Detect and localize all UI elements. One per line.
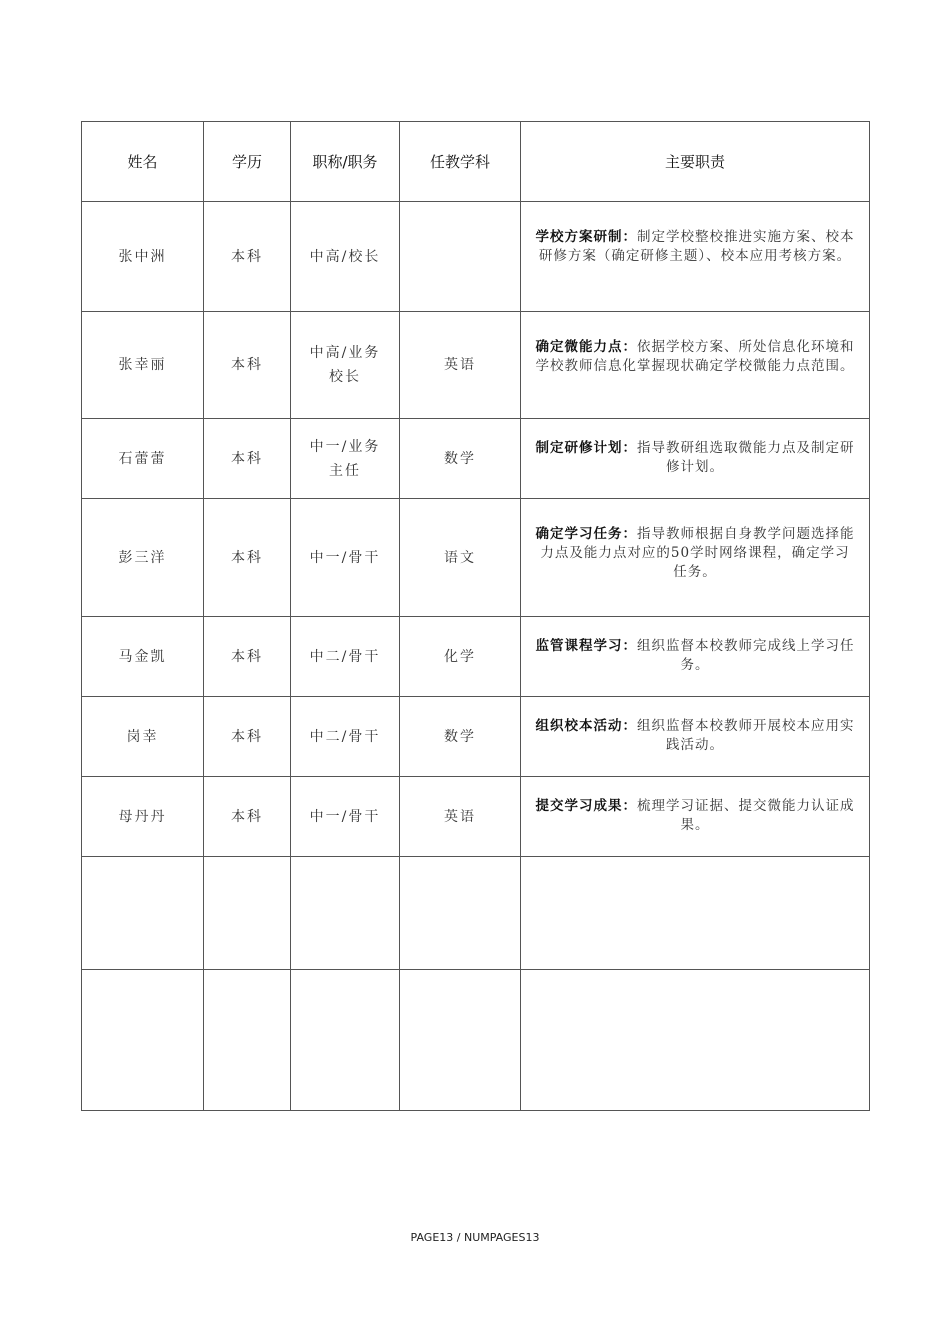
cell-duty bbox=[521, 857, 870, 970]
cell-subject: 英语 bbox=[400, 312, 521, 419]
cell-title: 中二/骨干 bbox=[291, 697, 400, 777]
cell-name: 母丹丹 bbox=[82, 777, 204, 857]
cell-title: 中一/业务主任 bbox=[291, 419, 400, 499]
duty-text: 指导教师根据自身教学问题选择能力点及能力点对应的50学时网络课程，确定学习任务。 bbox=[540, 526, 855, 580]
cell-name: 彭三洋 bbox=[82, 499, 204, 617]
table-row bbox=[82, 970, 870, 1111]
cell-name: 岗幸 bbox=[82, 697, 204, 777]
table-row bbox=[82, 697, 870, 777]
cell-title: 中二/骨干 bbox=[291, 617, 400, 697]
cell-duty bbox=[521, 499, 870, 617]
duty-text: 组织监督本校教师开展校本应用实践活动。 bbox=[637, 718, 855, 753]
staff-table bbox=[81, 121, 870, 1111]
cell-subject: 语文 bbox=[400, 499, 521, 617]
cell-title: 中一/骨干 bbox=[291, 499, 400, 617]
cell-education bbox=[204, 857, 291, 970]
cell-education: 本科 bbox=[204, 312, 291, 419]
cell-name bbox=[82, 970, 204, 1111]
cell-duty bbox=[521, 777, 870, 857]
cell-duty bbox=[521, 697, 870, 777]
cell-education: 本科 bbox=[204, 202, 291, 312]
cell-education: 本科 bbox=[204, 777, 291, 857]
table-row bbox=[82, 857, 870, 970]
header-education: 学历 bbox=[204, 122, 291, 202]
table-row bbox=[82, 419, 870, 499]
table-row bbox=[82, 777, 870, 857]
cell-subject bbox=[400, 202, 521, 312]
table-row bbox=[82, 617, 870, 697]
cell-duty bbox=[521, 202, 870, 312]
duty-text: 制定学校整校推进实施方案、校本研修方案（确定研修主题）、校本应用考核方案。 bbox=[538, 229, 855, 264]
cell-name: 石蕾蕾 bbox=[82, 419, 204, 499]
cell-education: 本科 bbox=[204, 419, 291, 499]
cell-education: 本科 bbox=[204, 697, 291, 777]
cell-subject: 数学 bbox=[400, 697, 521, 777]
cell-subject bbox=[400, 857, 521, 970]
header-duty: 主要职责 bbox=[521, 122, 870, 202]
cell-title bbox=[291, 970, 400, 1111]
cell-duty bbox=[521, 970, 870, 1111]
duty-heading: 确定微能力点： bbox=[535, 339, 637, 355]
cell-duty bbox=[521, 312, 870, 419]
cell-title bbox=[291, 857, 400, 970]
cell-education: 本科 bbox=[204, 617, 291, 697]
cell-name: 张中洲 bbox=[82, 202, 204, 312]
cell-name bbox=[82, 857, 204, 970]
cell-title: 中一/骨干 bbox=[291, 777, 400, 857]
cell-subject: 化学 bbox=[400, 617, 521, 697]
header-name: 姓名 bbox=[82, 122, 204, 202]
duty-heading: 制定研修计划： bbox=[535, 440, 637, 456]
table-row bbox=[82, 499, 870, 617]
cell-education bbox=[204, 970, 291, 1111]
cell-name: 马金凯 bbox=[82, 617, 204, 697]
duty-text: 梳理学习证据、提交微能力认证成果。 bbox=[637, 798, 855, 833]
table-header-row bbox=[82, 122, 870, 202]
cell-subject: 英语 bbox=[400, 777, 521, 857]
cell-name: 张幸丽 bbox=[82, 312, 204, 419]
duty-text: 指导教研组选取微能力点及制定研修计划。 bbox=[637, 440, 855, 475]
table-row bbox=[82, 202, 870, 312]
table-row bbox=[82, 312, 870, 419]
duty-text: 依据学校方案、所处信息化环境和学校教师信息化掌握现状确定学校微能力点范围。 bbox=[535, 339, 855, 374]
duty-text: 组织监督本校教师完成线上学习任务。 bbox=[637, 638, 855, 673]
duty-heading: 监管课程学习： bbox=[535, 638, 637, 654]
duty-heading: 提交学习成果： bbox=[535, 798, 637, 814]
header-title: 职称/职务 bbox=[291, 122, 400, 202]
cell-subject bbox=[400, 970, 521, 1111]
duty-heading: 学校方案研制： bbox=[535, 229, 637, 245]
cell-subject: 数学 bbox=[400, 419, 521, 499]
header-subject: 任教学科 bbox=[400, 122, 521, 202]
duty-heading: 组织校本活动： bbox=[535, 718, 637, 734]
cell-title: 中高/校长 bbox=[291, 202, 400, 312]
duty-heading: 确定学习任务： bbox=[535, 526, 637, 542]
cell-title: 中高/业务校长 bbox=[291, 312, 400, 419]
page-footer: PAGE13 / NUMPAGES13 bbox=[410, 1231, 540, 1244]
cell-duty bbox=[521, 419, 870, 499]
cell-education: 本科 bbox=[204, 499, 291, 617]
cell-duty bbox=[521, 617, 870, 697]
